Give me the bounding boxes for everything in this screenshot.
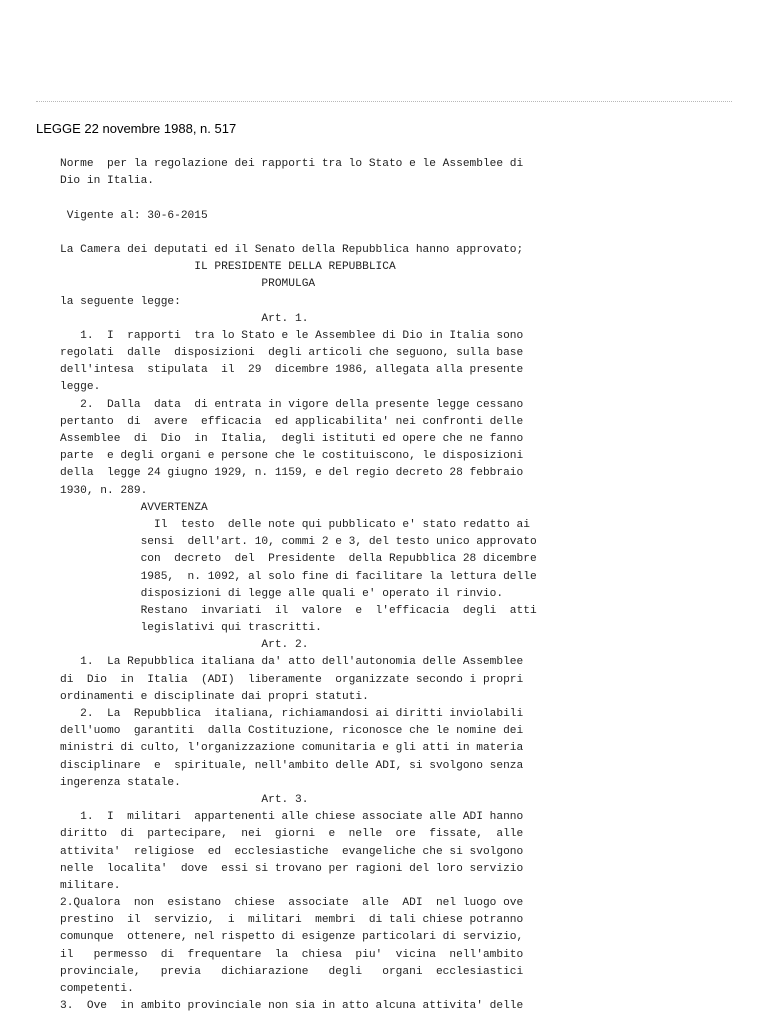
text-line: dell'uomo garantiti dalla Costituzione, riconosce che le nomine dei bbox=[60, 725, 524, 738]
text-line bbox=[60, 225, 750, 242]
text-line: 2. La Repubblica italiana, richiamandosi ai diritti inviolabili bbox=[60, 708, 524, 720]
text-line: parte e degli organi e persone che le costituiscono, le disposizioni bbox=[60, 450, 524, 463]
text-line: dell'intesa stipulata il 29 dicembre 1986, allegata alla presente bbox=[60, 364, 524, 377]
text-line: Assemblee di Dio in Italia, degli istituti ed opere che ne fanno bbox=[60, 433, 524, 445]
text-line: militare. bbox=[60, 879, 121, 892]
text-line: 1. I militari appartenenti alle chiese associate alle ADI hanno bbox=[60, 811, 524, 824]
text-line: provinciale, previa dichiarazione degli organi ecclesiastici bbox=[60, 965, 524, 978]
text-line: regolati dalle disposizioni degli articoli che seguono, sulla base bbox=[60, 347, 524, 360]
text-line: ingerenza statale. bbox=[60, 776, 181, 789]
text-line: IL PRESIDENTE DELLA REPUBBLICA bbox=[60, 261, 396, 274]
text-line: attivita' religiose ed ecclesiastiche evangeliche che si svolgono bbox=[60, 845, 524, 858]
text-line: 2. Dalla data di entrata in vigore della presente legge cessano bbox=[60, 398, 524, 411]
text-line: 1930, n. 289. bbox=[60, 484, 148, 497]
text-line: legislativi qui trascritti. bbox=[60, 622, 322, 635]
law-text bbox=[60, 156, 750, 1015]
text-line: della legge 24 giugno 1929, n. 1159, e del regio decreto 28 febbraio bbox=[60, 467, 524, 480]
text-line: legge. bbox=[60, 381, 101, 394]
text-line: Restano invariati il valore e l'efficacia degli atti bbox=[60, 604, 537, 617]
text-line: sensi dell'art. 10, commi 2 e 3, del testo unico approvato bbox=[60, 536, 537, 549]
text-line: Vigente al: 30-6-2015 bbox=[60, 209, 208, 222]
text-line: prestino il servizio, i militari membri di tali chiese potranno bbox=[60, 914, 524, 927]
text-line: Il testo delle note qui pubblicato e' stato redatto ai bbox=[60, 518, 530, 531]
text-line: pertanto di avere efficacia ed applicabilita' nei confronti delle bbox=[60, 415, 524, 428]
text-line: disciplinare e spirituale, nell'ambito delle ADI, si svolgono senza bbox=[60, 759, 524, 772]
text-line: Art. 2. bbox=[60, 639, 309, 652]
top-divider bbox=[36, 101, 732, 102]
text-line: 1. La Repubblica italiana da' atto dell'autonomia delle Assemblee bbox=[60, 656, 524, 669]
text-line: diritto di partecipare, nei giorni e nelle ore fissate, alle bbox=[60, 828, 524, 841]
text-line: Dio in Italia. bbox=[60, 175, 154, 188]
text-line: di Dio in Italia (ADI) liberamente organizzate secondo i propri bbox=[60, 673, 524, 686]
text-line: La Camera dei deputati ed il Senato della Repubblica hanno approvato; bbox=[60, 243, 524, 256]
text-line: Art. 1. bbox=[60, 312, 309, 325]
text-line: disposizioni di legge alle quali e' operato il rinvio. bbox=[60, 587, 504, 600]
text-line: ministri di culto, l'organizzazione comunitaria e gli atti in materia bbox=[60, 742, 524, 755]
text-line: PROMULGA bbox=[60, 278, 316, 291]
text-line: 1985, n. 1092, al solo fine di facilitare la lettura delle bbox=[60, 570, 537, 583]
text-line: comunque ottenere, nel rispetto di esigenze particolari di servizio, bbox=[60, 931, 524, 944]
text-line: ordinamenti e disciplinate dai propri statuti. bbox=[60, 690, 369, 703]
text-line: Norme per la regolazione dei rapporti tra lo Stato e le Assemblee di bbox=[60, 158, 524, 170]
text-line bbox=[60, 190, 750, 207]
text-line: il permesso di frequentare la chiesa piu' vicina nell'ambito bbox=[60, 948, 524, 961]
text-line: competenti. bbox=[60, 983, 134, 995]
text-line: 2.Qualora non esistano chiese associate alle ADI nel luogo ove bbox=[60, 897, 524, 910]
law-title: LEGGE 22 novembre 1988, n. 517 bbox=[36, 121, 237, 136]
text-line: 1. I rapporti tra lo Stato e le Assemblee di Dio in Italia sono bbox=[60, 329, 524, 342]
text-line: con decreto del Presidente della Repubblica 28 dicembre bbox=[60, 553, 537, 566]
text-line: la seguente legge: bbox=[60, 295, 181, 308]
text-line: nelle localita' dove essi si trovano per ragioni del loro servizio bbox=[60, 862, 524, 875]
text-line: 3. Ove in ambito provinciale non sia in atto alcuna attivita' delle bbox=[60, 1000, 524, 1013]
text-line: AVVERTENZA bbox=[60, 501, 208, 514]
text-line: Art. 3. bbox=[60, 793, 309, 806]
